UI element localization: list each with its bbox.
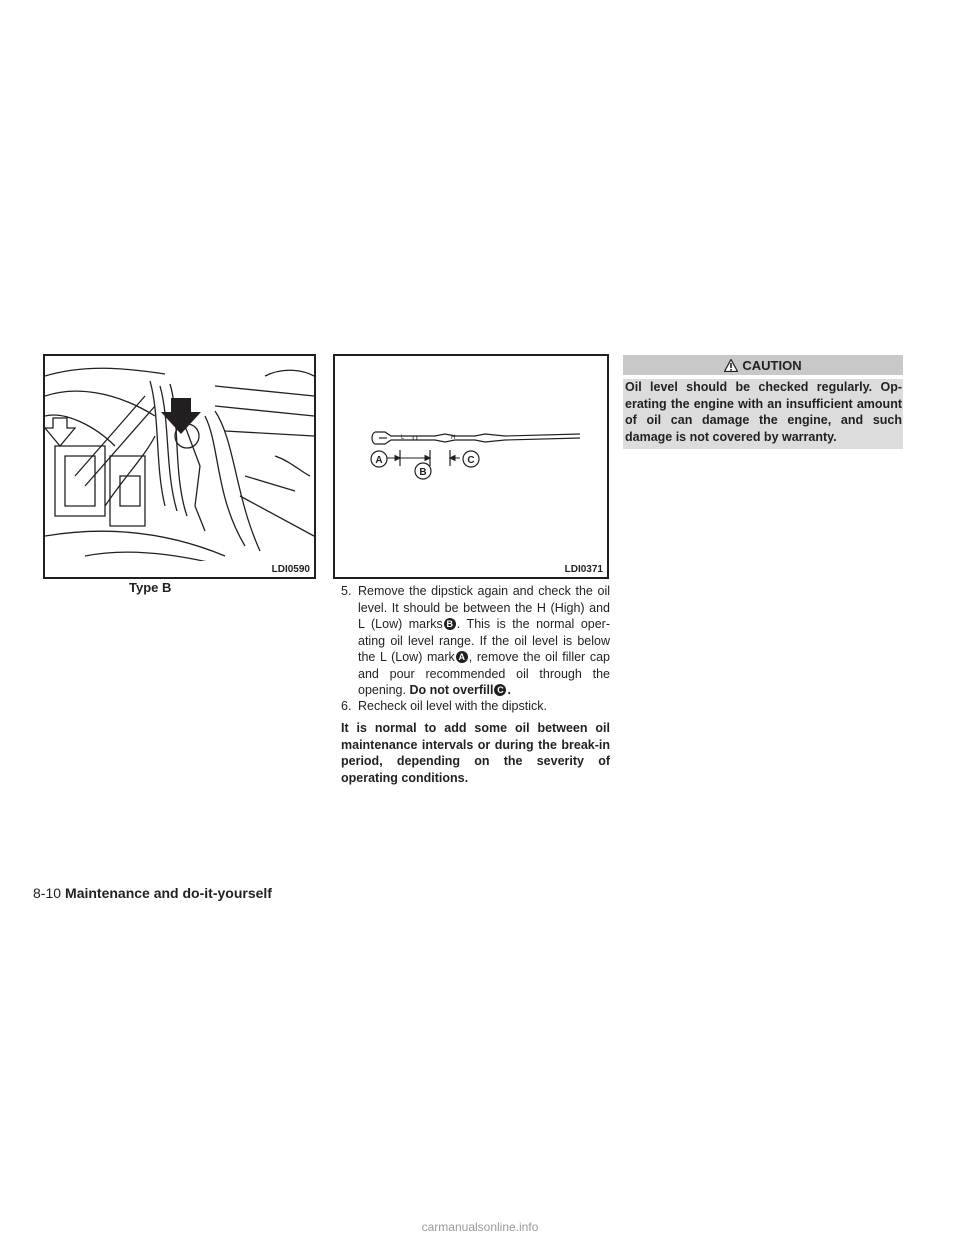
- caution-text: Oil level should be checked regularly. Op-erating the engine with an insufficient amount of oil can damage the engine, and such damage is not covered by warranty.: [625, 380, 902, 444]
- engine-figure: [43, 354, 316, 579]
- step-number: 5.: [341, 584, 352, 598]
- dipstick-illustration: [335, 356, 607, 577]
- oil-note: It is normal to add some oil between oil maintenance intervals or during the break-in period, depending on the severity of operating conditions.: [341, 721, 610, 785]
- dipstick-label-c: C: [467, 455, 475, 466]
- caution-title: CAUTION: [742, 357, 802, 373]
- figure-code: LDI0590: [271, 564, 310, 575]
- mark-b-badge: B: [444, 618, 456, 630]
- engine-illustration: [45, 356, 314, 577]
- caution-header: [623, 355, 903, 375]
- step-5: 5. Remove the dipstick again and check the oil level. It should be between the H (High) and L (Low) marks B . This is the normal oper-ating oil level range. If the oil level is below the L (Low) mark A , remove the oil filler cap and pour recommended oil through the opening. Do not overfill C .: [341, 584, 610, 697]
- section-title: Maintenance and do-it-yourself: [65, 885, 272, 901]
- mark-a-badge: A: [456, 651, 468, 663]
- figure-code: LDI0371: [564, 564, 603, 575]
- dipstick-figure: [333, 354, 609, 579]
- watermark: carmanualsonline.info: [421, 1220, 539, 1234]
- warning-icon: [724, 359, 738, 372]
- dipstick-arrow: [45, 418, 75, 446]
- page-footer: [33, 885, 272, 901]
- mark-c-badge: C: [494, 684, 506, 696]
- step-number: 6.: [341, 699, 352, 713]
- dipstick-label-a: A: [375, 455, 383, 466]
- page-number: 8-10: [33, 885, 62, 901]
- step-6: 6. Recheck oil level with the dipstick.: [341, 699, 547, 713]
- figure-caption: Type B: [129, 580, 172, 595]
- dipstick-high-mark: H: [451, 435, 456, 441]
- dipstick-low-mark: L: [401, 435, 405, 441]
- dipstick-label-b: B: [419, 467, 427, 478]
